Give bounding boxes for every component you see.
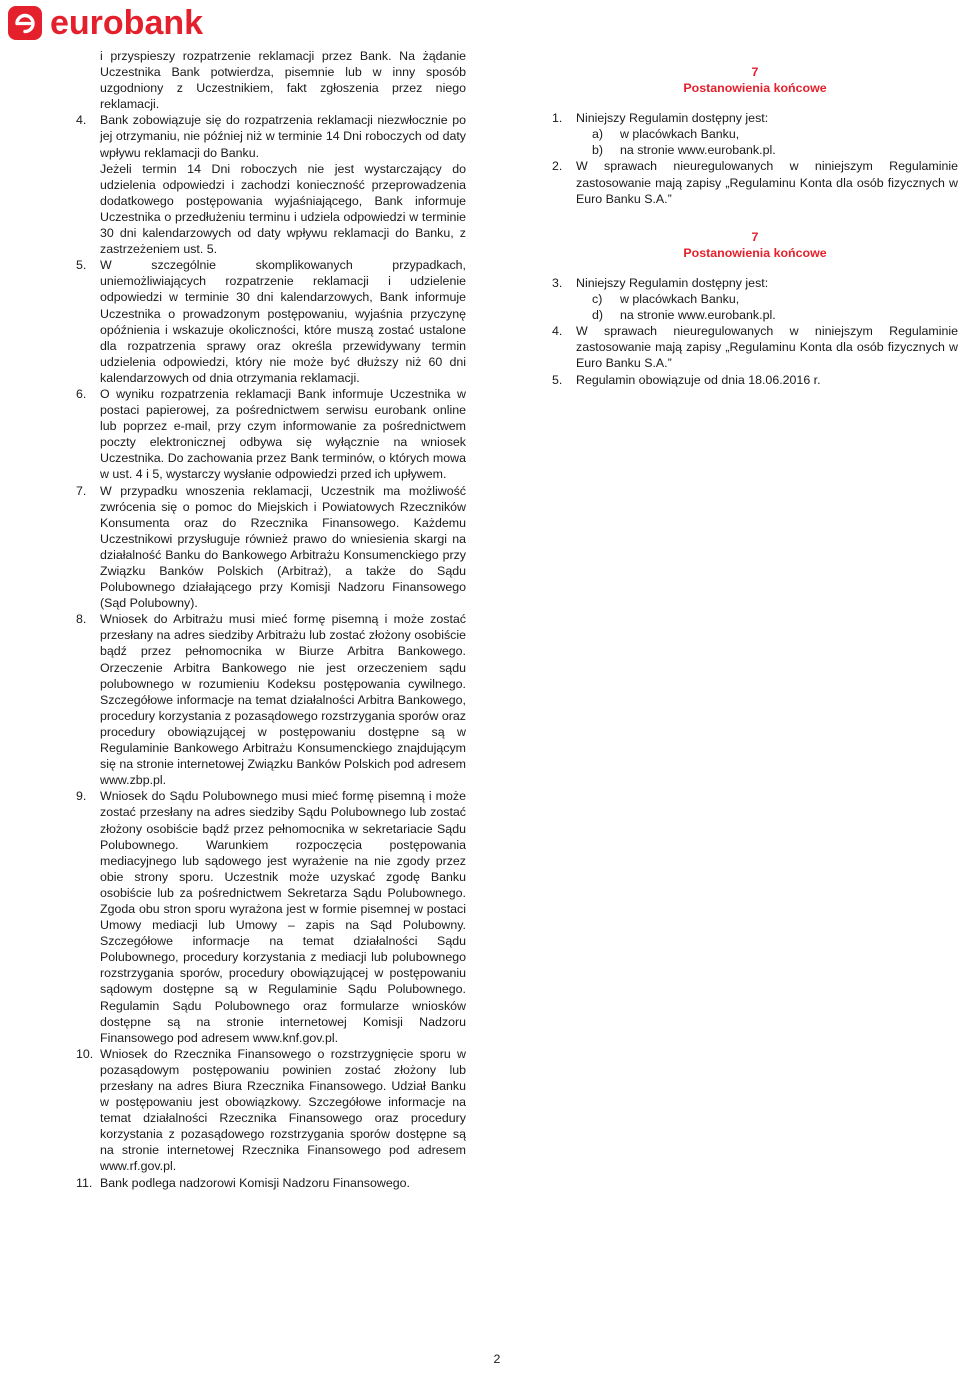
- paragraph: O wyniku rozpatrzenia reklamacji Bank informuje Uczestnika w postaci papierowej, za pośrednictwem serwisu eurobank online lub poprzez e-mail, przy czym informowanie za pośrednictwem poczty elektronicznej odbywa się wyłącznie na wniosek Uczestnika. Do zachowania przez Bank terminów, o których mowa w ust. 4 i 5, wystarczy wysłanie odpowiedzi przed ich upływem.: [100, 386, 466, 482]
- eurobank-logo: [8, 4, 203, 42]
- list-item-text: [100, 788, 466, 1046]
- list-item: [76, 1046, 466, 1175]
- list-item-number: 5.: [552, 372, 563, 387]
- logo-text: eurobank: [50, 4, 204, 42]
- list-item-text: [100, 1175, 466, 1191]
- list-item: [76, 386, 466, 483]
- sub-item-text: na stronie www.eurobank.pl.: [620, 143, 776, 158]
- left-items-list: [76, 112, 466, 1190]
- list-item-text: [100, 483, 466, 612]
- list-item: [76, 257, 466, 386]
- list-item-text: Regulamin obowiązuje od dnia 18.06.2016 r.: [576, 372, 821, 387]
- sub-item-text: na stronie www.eurobank.pl.: [620, 308, 776, 323]
- page-number: 2: [493, 1352, 501, 1366]
- paragraph: Bank podlega nadzorowi Komisji Nadzoru Finansowego.: [100, 1175, 410, 1190]
- list-item-number: 2.: [552, 159, 563, 174]
- section-number: 7: [751, 65, 759, 79]
- list-item-number: 6.: [76, 386, 87, 401]
- right-column: [552, 64, 958, 410]
- sub-item-letter: a): [592, 127, 604, 142]
- list-item: [76, 1175, 466, 1191]
- sub-item: [552, 126, 958, 142]
- list-item-number: 11.: [76, 1175, 93, 1190]
- list-item: [76, 483, 466, 612]
- section-title: Postanowienia końcowe: [683, 245, 827, 260]
- section-title: Postanowienia końcowe: [683, 81, 827, 96]
- list-item: [552, 275, 958, 291]
- list-item-number: 10.: [76, 1046, 94, 1061]
- list-item-text: [100, 1046, 466, 1175]
- paragraph: Jeżeli termin 14 Dni roboczych nie jest wystarczający do udzielenia odpowiedzi i zachodzi konieczność przeprowadzenia dodatkowego postępowania wyjaśniającego, Bank informuje Uczestnika o przedłużeniu terminu i udziela odpowiedzi w terminie 30 dni kalendarzowych od daty wpływu reklamacji do Banku, z zastrzeżeniem ust. 5.: [100, 161, 466, 257]
- intro-paragraph: i przyspieszy rozpatrzenie reklamacji przez Bank. Na żądanie Uczestnika Bank potwierdza, pisemnie lub w inny sposób uzgodniony z Uczestnikiem, fakt zgłoszenia przez niego reklamacji.: [100, 49, 466, 112]
- paragraph: Wniosek do Sądu Polubownego musi mieć formę pisemną i może zostać przesłany na adres siedziby Sądu Polubownego lub zostać złożony osobiście bądź przez pełnomocnika w sekretariacie Sądu Polubownego. Warunkiem rozpoczęcia postępowania mediacyjnego lub sądowego jest wyrażenie na nie zgody przez obie strony sporu. Uczestnik może uzyskać zgodę Banku osobiście lub za pośrednictwem Sekretarza Sądu Polubownego. Zgoda obu stron sporu wyrażona jest w formie pisemnej w postaci Umowy mediacji lub Umowy – zapis na Sąd Polubowny. Szczegółowe informacje na temat działalności Sądu Polubownego, procedury korzystania z mediacji lub polubownego rozstrzygania sporów, procedury obowiązującej w postępowaniu sądowym dostępne są w Regulaminie Sądu Polubownego. Regulamin Sądu Polubownego oraz formularze wniosków dostępne są na stronie internetowej Komisji Nadzoru Finansowego pod adresem www.knf.gov.pl.: [100, 789, 466, 1045]
- section: [552, 229, 958, 388]
- list-item-text: [100, 112, 466, 257]
- list-item-number: 4.: [552, 324, 563, 339]
- list-item-text: W sprawach nieuregulowanych w niniejszym Regulaminie zastosowanie mają zapisy „Regulaminu Konta dla osób fizycznych w Euro Banku S.A.”: [576, 159, 958, 206]
- sub-item-letter: d): [592, 308, 604, 323]
- list-item-number: 5.: [76, 258, 87, 273]
- list-item: [552, 323, 958, 371]
- list-item-number: 9.: [76, 789, 87, 804]
- left-column: [76, 48, 466, 1191]
- sub-item: [552, 142, 958, 158]
- list-item: [552, 110, 958, 126]
- list-item-text: [100, 386, 466, 483]
- list-item-number: 8.: [76, 612, 87, 627]
- sub-item: [552, 291, 958, 307]
- list-item-number: 7.: [76, 483, 87, 498]
- paragraph: Wniosek do Arbitrażu musi mieć formę pisemną i może zostać przesłany na adres siedziby Arbitrażu lub zostać złożony osobiście bądź przez pełnomocnika w Biurze Arbitra Bankowego. Orzeczenie Arbitra Bankowego nie jest orzeczeniem sądu polubownego w rozumieniu Kodeksu postępowania cywilnego. Szczegółowe informacje na temat działalności Arbitra Bankowego, procedury korzystania z pozasądowego rozstrzygania sporów oraz procedury obowiązującej w postępowaniu dostępne są w Regulaminie Bankowego Arbitrażu Konsumenckiego znajdującym się na stronie internetowej Związku Banków Polskich pod adresem www.zbp.pl.: [100, 612, 466, 788]
- list-item: [76, 112, 466, 257]
- list-item: [76, 611, 466, 788]
- section-number: 7: [751, 229, 759, 244]
- sub-item-letter: b): [592, 143, 604, 158]
- list-item-text: W sprawach nieuregulowanych w niniejszym Regulaminie zastosowanie mają zapisy „Regulaminu Konta dla osób fizycznych w Euro Banku S.A.”: [576, 324, 958, 371]
- list-item-text: [100, 257, 466, 386]
- sub-item: [552, 307, 958, 323]
- list-item-text: [100, 611, 466, 788]
- list-item: [76, 788, 466, 1046]
- list-item-number: 3.: [552, 275, 563, 290]
- list-item-text: Niniejszy Regulamin dostępny jest:: [576, 275, 769, 290]
- list-item-number: 4.: [76, 113, 87, 128]
- section: [552, 64, 958, 207]
- list-item-text: Niniejszy Regulamin dostępny jest:: [576, 111, 769, 126]
- sub-item-letter: c): [592, 292, 603, 307]
- list-item: [552, 158, 958, 206]
- paragraph: W przypadku wnoszenia reklamacji, Uczestnik ma możliwość zwrócenia się o pomoc do Miejskich i Powiatowych Rzeczników Konsumenta oraz do Rzecznika Finansowego. Każdemu Uczestnikowi przysługuje również prawo do wniesienia skargi na działalność Banku do Bankowego Arbitrażu Konsumenckiego przy Związku Banków Polskich (Arbitraż), a także do Sądu Polubownego działającego przy Komisji Nadzoru Finansowego (Sąd Polubowny).: [100, 483, 466, 611]
- eurobank-logo-icon: [8, 6, 42, 40]
- sub-item-text: w placówkach Banku,: [620, 292, 740, 307]
- paragraph: Bank zobowiązuje się do rozpatrzenia reklamacji niezwłocznie po jej otrzymaniu, nie później niż w terminie 14 Dni roboczych od daty wpływu reklamacji do Banku.: [100, 113, 466, 160]
- paragraph: Wniosek do Rzecznika Finansowego o rozstrzygnięcie sporu w pozasądowym postępowaniu powinien zostać złożony lub przesłany na adres Biura Rzecznika Finansowego. Udział Banku w postępowaniu jest obowiązkowy. Szczegółowe informacje na temat działalności Rzecznika Finansowego oraz procedury korzystania z pozasądowego rozstrzygania sporów dostępne są na stronie internetowej Rzecznika Finansowego pod adresem www.rf.gov.pl.: [100, 1046, 466, 1174]
- list-item-number: 1.: [552, 111, 563, 126]
- list-item: [552, 372, 958, 388]
- sub-item-text: w placówkach Banku,: [620, 127, 740, 142]
- paragraph: W szczególnie skomplikowanych przypadkach, uniemożliwiających rozpatrzenie reklamacji i udzielenie odpowiedzi w terminie 30 dni kalendarzowych, Bank informuje Uczestnika o prowadzonym postępowaniu, wyjaśnia przyczynę opóźnienia i wskazuje okoliczności, które muszą zostać ustalone dla rozpatrzenia sprawy oraz określa przewidywany termin udzielenia odpowiedzi, który nie może być dłuższy niż 60 dni kalendarzowych od dnia otrzymania reklamacji.: [100, 258, 466, 385]
